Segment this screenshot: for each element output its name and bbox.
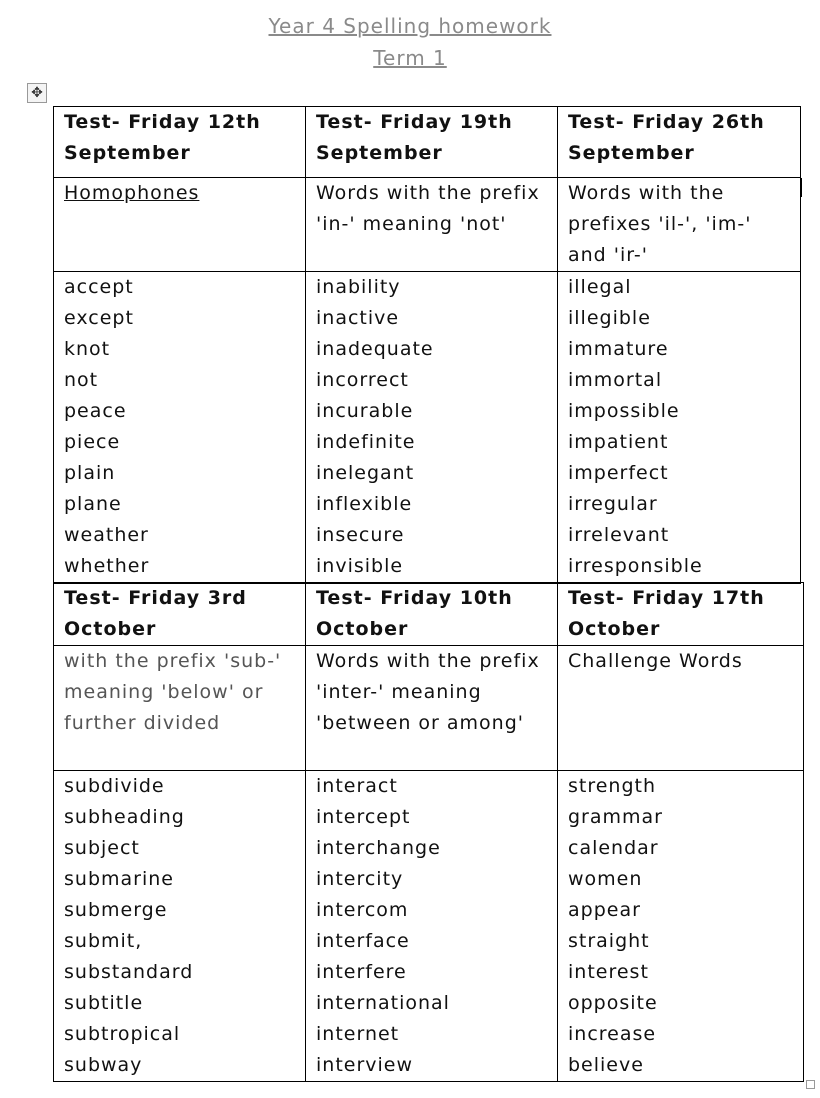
category-cell[interactable]: Words with the prefix 'in-' meaning 'not' (306, 178, 558, 272)
header-row (54, 107, 801, 178)
category-cell[interactable]: Words with the prefixes 'il-', 'im-' and 'ir-' (558, 178, 801, 272)
spelling-word: impossible (568, 400, 680, 422)
spelling-word: peace (64, 400, 127, 422)
spelling-word: grammar (568, 806, 663, 828)
word-list-cell[interactable] (558, 272, 801, 584)
spelling-word: interview (316, 1054, 414, 1076)
table-resize-handle[interactable] (806, 1080, 815, 1089)
spelling-word: incorrect (316, 369, 409, 391)
spelling-word: accept (64, 276, 134, 298)
spelling-word: indefinite (316, 431, 416, 453)
spelling-word: irresponsible (568, 555, 703, 577)
word-list-cell[interactable] (54, 272, 306, 584)
spelling-word: irrelevant (568, 524, 670, 546)
spelling-word: internet (316, 1023, 400, 1045)
spelling-word: inactive (316, 307, 400, 329)
spelling-word: knot (64, 338, 111, 360)
category-row (54, 178, 801, 272)
spelling-word: opposite (568, 992, 658, 1014)
test-date-header[interactable]: Test- Friday 26th September (558, 107, 801, 178)
word-list-cell[interactable] (54, 771, 306, 1082)
page-subtitle: Term 1 (373, 46, 447, 70)
spelling-word: immature (568, 338, 669, 360)
test-date-header[interactable]: Test- Friday 12th September (54, 107, 306, 178)
spelling-word: inadequate (316, 338, 434, 360)
spelling-word: piece (64, 431, 121, 453)
spelling-word: interface (316, 930, 410, 952)
word-list-cell[interactable] (558, 771, 804, 1082)
spelling-word: immortal (568, 369, 663, 391)
spelling-table-2 (53, 582, 804, 1082)
spelling-word: straight (568, 930, 650, 952)
spelling-word: interest (568, 961, 649, 983)
spelling-word: subtitle (64, 992, 144, 1014)
spelling-word: invisible (316, 555, 404, 577)
spelling-word: interfere (316, 961, 407, 983)
spelling-word: inelegant (316, 462, 415, 484)
spelling-word: plain (64, 462, 116, 484)
spelling-word: calendar (568, 837, 659, 859)
spelling-word: except (64, 307, 134, 329)
spelling-word: submerge (64, 899, 168, 921)
text-cursor (801, 178, 802, 197)
spelling-word: irregular (568, 493, 658, 515)
spelling-word: inability (316, 276, 401, 298)
category-row (54, 646, 804, 771)
category-cell[interactable] (54, 178, 306, 272)
test-date-header[interactable]: Test- Friday 19th September (306, 107, 558, 178)
spelling-word: illegible (568, 307, 651, 329)
spelling-word: substandard (64, 961, 194, 983)
spelling-word: inflexible (316, 493, 413, 515)
word-list-row (54, 272, 801, 584)
spelling-word: subject (64, 837, 140, 859)
spelling-word: insecure (316, 524, 405, 546)
spelling-word: whether (64, 555, 150, 577)
spelling-word: intercity (316, 868, 404, 890)
spelling-word: subdivide (64, 775, 165, 797)
test-date-header[interactable]: Test- Friday 17th October (558, 583, 804, 646)
spelling-word: intercom (316, 899, 409, 921)
spelling-word: weather (64, 524, 149, 546)
spelling-word: international (316, 992, 450, 1014)
move-arrows-icon[interactable]: ✥ (27, 83, 47, 103)
spelling-word: impatient (568, 431, 669, 453)
spelling-table-1 (53, 106, 801, 584)
spelling-word: incurable (316, 400, 414, 422)
category-cell[interactable]: Words with the prefix 'inter-' meaning 'between or among' (306, 646, 558, 771)
spelling-word: strength (568, 775, 657, 797)
category-cell[interactable]: with the prefix 'sub-' meaning 'below' or further divided (54, 646, 306, 771)
spelling-word: appear (568, 899, 641, 921)
header-row (54, 583, 804, 646)
spelling-word: women (568, 868, 643, 890)
test-date-header[interactable]: Test- Friday 10th October (306, 583, 558, 646)
spelling-word: illegal (568, 276, 632, 298)
spelling-word: plane (64, 493, 122, 515)
spelling-word: interact (316, 775, 398, 797)
spelling-word: submit, (64, 930, 143, 952)
spelling-word: submarine (64, 868, 174, 890)
spelling-word: imperfect (568, 462, 669, 484)
spelling-word: subheading (64, 806, 185, 828)
category-cell[interactable]: Challenge Words (558, 646, 804, 771)
spelling-word: subway (64, 1054, 143, 1076)
spelling-word: subtropical (64, 1023, 181, 1045)
category-label: Homophones (64, 182, 200, 204)
spelling-word: not (64, 369, 99, 391)
spelling-word: interchange (316, 837, 441, 859)
page-title: Year 4 Spelling homework (268, 14, 552, 38)
word-list-cell[interactable] (306, 272, 558, 584)
spelling-word: intercept (316, 806, 411, 828)
word-list-row (54, 771, 804, 1082)
spelling-word: increase (568, 1023, 657, 1045)
word-list-cell[interactable] (306, 771, 558, 1082)
test-date-header[interactable]: Test- Friday 3rd October (54, 583, 306, 646)
spelling-word: believe (568, 1054, 644, 1076)
